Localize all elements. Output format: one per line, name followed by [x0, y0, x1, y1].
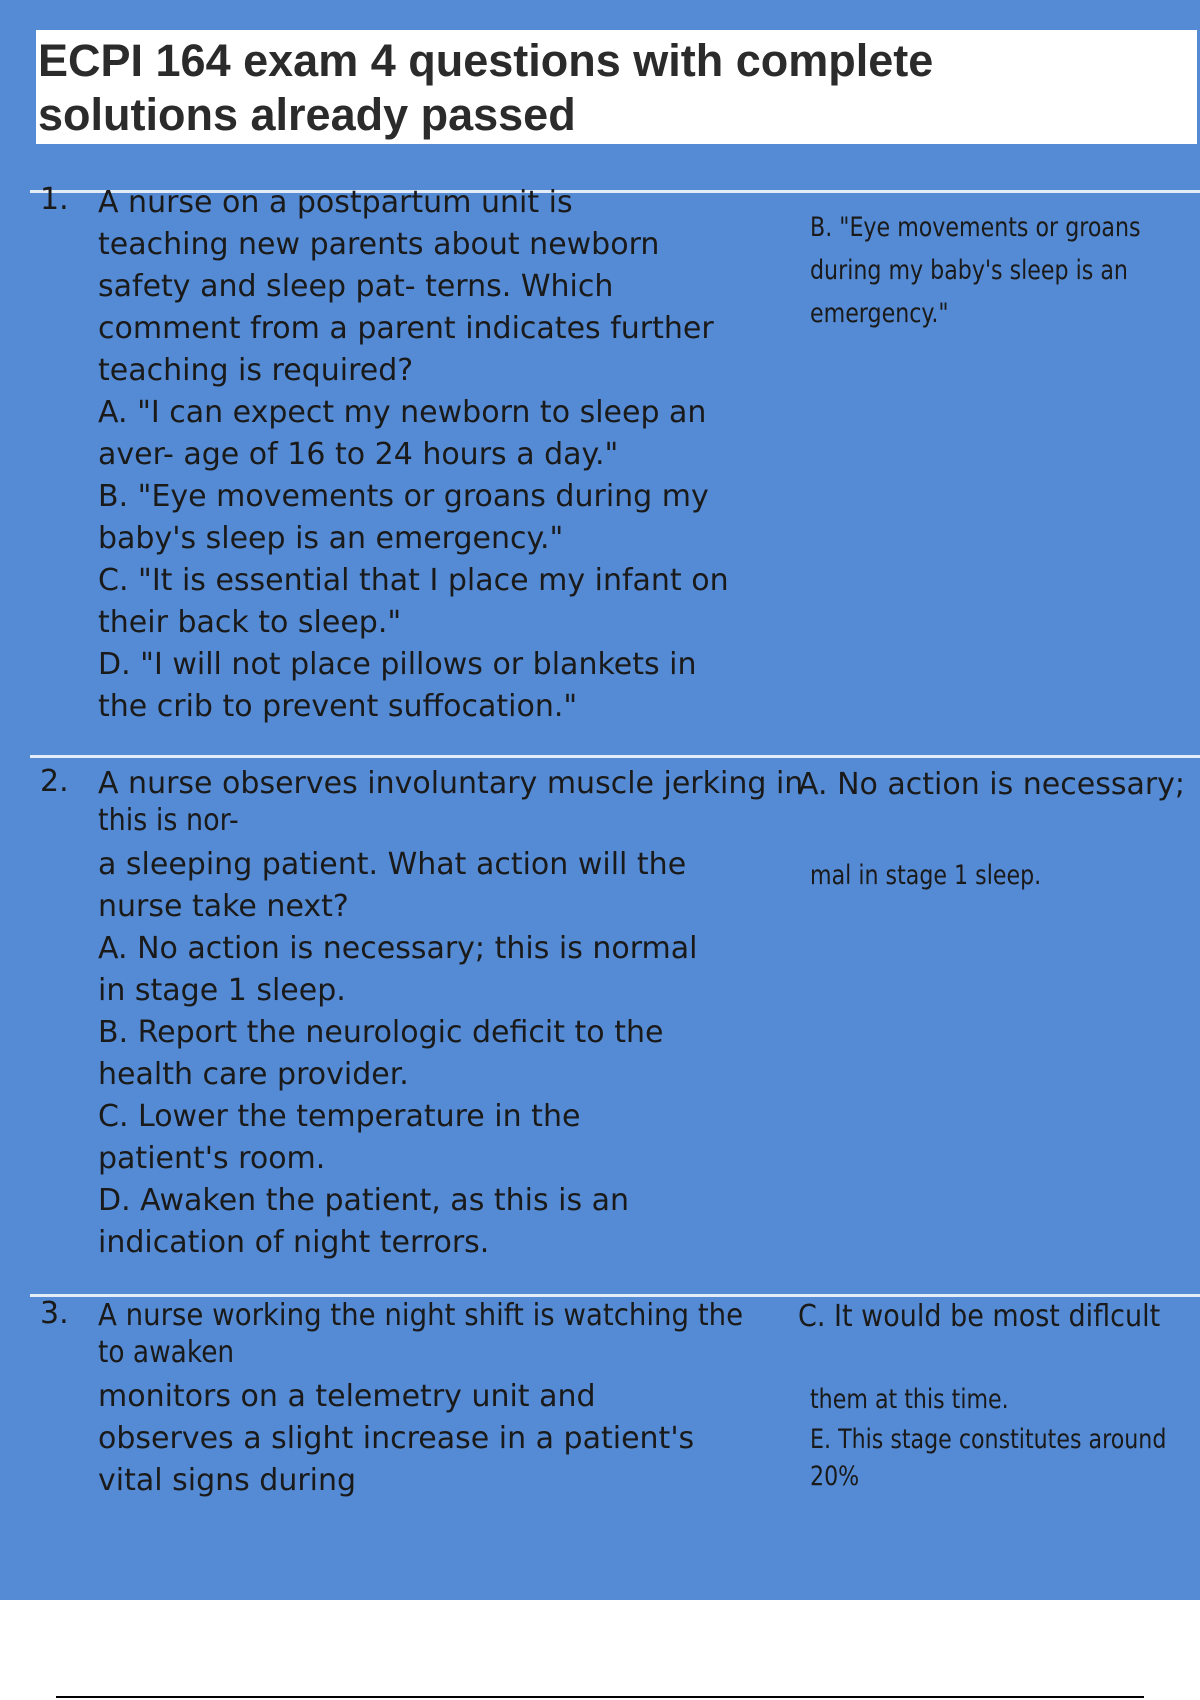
option-a-cont: aver- age of 16 to 24 hours a day."	[98, 437, 619, 472]
option-a-cont: in stage 1 sleep.	[98, 973, 346, 1008]
question-number: 1.	[40, 182, 69, 217]
question-line: teaching new parents about newborn	[98, 227, 660, 262]
option-d-cont: indication of night terrors.	[98, 1225, 490, 1260]
divider-2	[30, 755, 1200, 758]
option-a: A. "I can expect my newborn to sleep an	[98, 395, 707, 430]
question-line: A nurse on a postpartum unit is	[98, 185, 573, 220]
question-number: 3.	[40, 1296, 69, 1331]
answer-line: them at this time.	[810, 1384, 1009, 1415]
answer-line: emergency."	[810, 298, 949, 329]
question-line: this is nor-	[98, 803, 239, 838]
option-c-cont: their back to sleep."	[98, 605, 402, 640]
option-b-cont: baby's sleep is an emergency."	[98, 521, 564, 556]
page-title-line-2: solutions already passed	[38, 89, 576, 140]
question-text-cont	[98, 1376, 798, 1502]
question-line: to awaken	[98, 1335, 235, 1370]
question-line: monitors on a telemetry unit and	[98, 1379, 596, 1414]
option-c-cont: patient's room.	[98, 1141, 326, 1176]
option-b: B. Report the neurologic deficit to the	[98, 1015, 664, 1050]
answer-line: mal in stage 1 sleep.	[810, 860, 1042, 891]
answer-head: A. No action is necessary;	[798, 767, 1186, 802]
question-line: observes a slight increase in a patient's	[98, 1421, 695, 1456]
option-b-cont: health care provider.	[98, 1057, 409, 1092]
question-text	[98, 182, 798, 728]
answer-text	[810, 1380, 1167, 1494]
answer-line: B. "Eye movements or groans	[810, 212, 1141, 243]
page-title-line-1: ECPI 164 exam 4 questions with complete	[38, 35, 934, 86]
answer-text	[810, 854, 1126, 897]
question-line: teaching is required?	[98, 353, 414, 388]
option-d: D. Awaken the patient, as this is an	[98, 1183, 630, 1218]
question-text-cont	[98, 844, 798, 1264]
question-line: safety and sleep pat- terns. Which	[98, 269, 614, 304]
answer-line: E. This stage constitutes around	[810, 1424, 1167, 1455]
option-c: C. Lower the temperature in the	[98, 1099, 581, 1134]
answer-head: C. It would be most diflcult	[798, 1299, 1161, 1334]
option-d: D. "I will not place pillows or blankets in	[98, 647, 697, 682]
option-c: C. "It is essential that I place my infant on	[98, 563, 729, 598]
answer-text	[810, 206, 1141, 335]
question-number: 2.	[40, 764, 69, 799]
title-box	[36, 30, 1197, 144]
question-line: a sleeping patient. What action will the	[98, 847, 687, 882]
question-line: A nurse working the night shift is watching the	[98, 1298, 744, 1333]
option-a: A. No action is necessary; this is normal	[98, 931, 698, 966]
question-line: comment from a parent indicates further	[98, 311, 714, 346]
option-d-cont: the crib to prevent suffocation."	[98, 689, 578, 724]
question-line: vital signs during	[98, 1463, 357, 1498]
question-line: A nurse observes involuntary muscle jerking in	[98, 766, 804, 801]
answer-line: 20%	[810, 1461, 860, 1492]
footer-rule	[56, 1696, 1144, 1698]
answer-line: during my baby's sleep is an	[810, 255, 1128, 286]
option-b: B. "Eye movements or groans during my	[98, 479, 709, 514]
question-line: nurse take next?	[98, 889, 349, 924]
